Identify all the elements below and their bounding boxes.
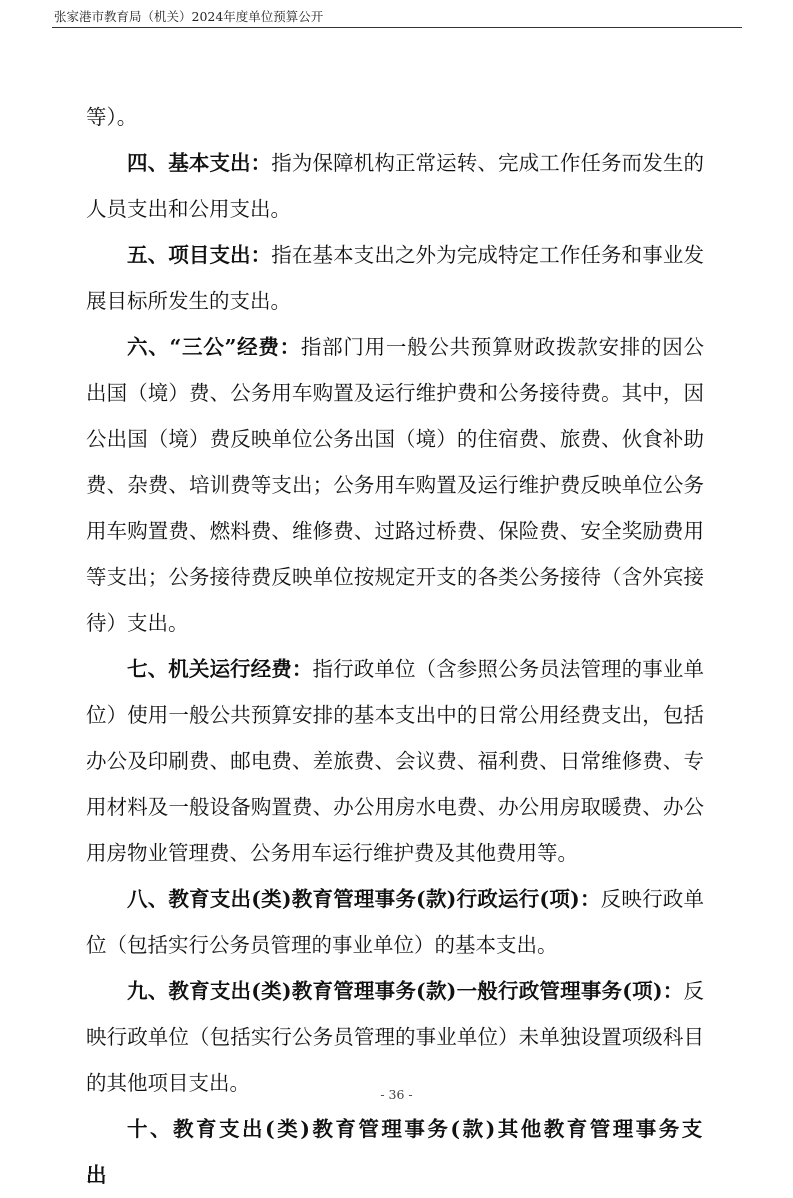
document-body (86, 94, 704, 1198)
page-header: 张家港市教育局（机关）2024年度单位预算公开 (54, 9, 324, 24)
header-divider (52, 27, 742, 28)
page-number: - 36 - (380, 1087, 413, 1102)
paragraph-three-public-expenses (86, 324, 704, 646)
paragraph-project-expenditure (86, 232, 704, 324)
term-heading: 五、项目支出： (127, 243, 272, 267)
term-definition: 反映行政单位（包括实行公务员管理的事业单位）未单独设置项级科目的其他项目支出。 (86, 979, 704, 1095)
term-heading: 七、机关运行经费： (127, 657, 313, 681)
paragraph-continuation: 等）。 (86, 105, 138, 129)
term-heading: 九、教育支出(类)教育管理事务(款)一般行政管理事务(项)： (127, 979, 684, 1003)
term-definition: 指部门用一般公共预算财政拨款安排的因公出国（境）费、公务用车购置及运行维护费和公务接待费。其中，因公出国（境）费反映单位公务出国（境）的住宿费、旅费、伙食补助费、杂费、培训费等支出；公务用车购置及运行维护费反映单位公务用车购置费、燃料费、维修费、过路过桥费、保险费、安全奖励费用等支出；公务接待费反映单位按规定开支的各类公务接待（含外宾接待）支出。 (86, 335, 704, 635)
paragraph-general-administration (86, 968, 704, 1106)
term-heading: 四、基本支出： (127, 151, 272, 175)
paragraph-other-education-admin: 十、教育支出(类)教育管理事务(款)其他教育管理事务支出 (86, 1117, 704, 1187)
paragraph-administrative-operation (86, 876, 704, 968)
term-heading: 八、教育支出(类)教育管理事务(款)行政运行(项)： (127, 887, 601, 911)
term-heading: 六、“三公”经费： (127, 335, 301, 359)
term-definition: 指行政单位（含参照公务员法管理的事业单位）使用一般公共预算安排的基本支出中的日常公用经费支出，包括办公及印刷费、邮电费、差旅费、会议费、福利费、日常维修费、专用材料及一般设备购置费、办公用房水电费、办公用房取暖费、办公用房物业管理费、公务用车运行维护费及其他费用等。 (86, 657, 704, 865)
term-definition: 指为保障机构正常运转、完成工作任务而发生的人员支出和公用支出。 (86, 151, 705, 221)
term-definition: 反映行政单位（包括实行公务员管理的事业单位）的基本支出。 (86, 887, 704, 957)
term-definition: 指在基本支出之外为完成特定工作任务和事业发展目标所发生的支出。 (86, 243, 705, 313)
paragraph-operating-expenses (86, 646, 704, 876)
paragraph-basic-expenditure (86, 140, 704, 232)
